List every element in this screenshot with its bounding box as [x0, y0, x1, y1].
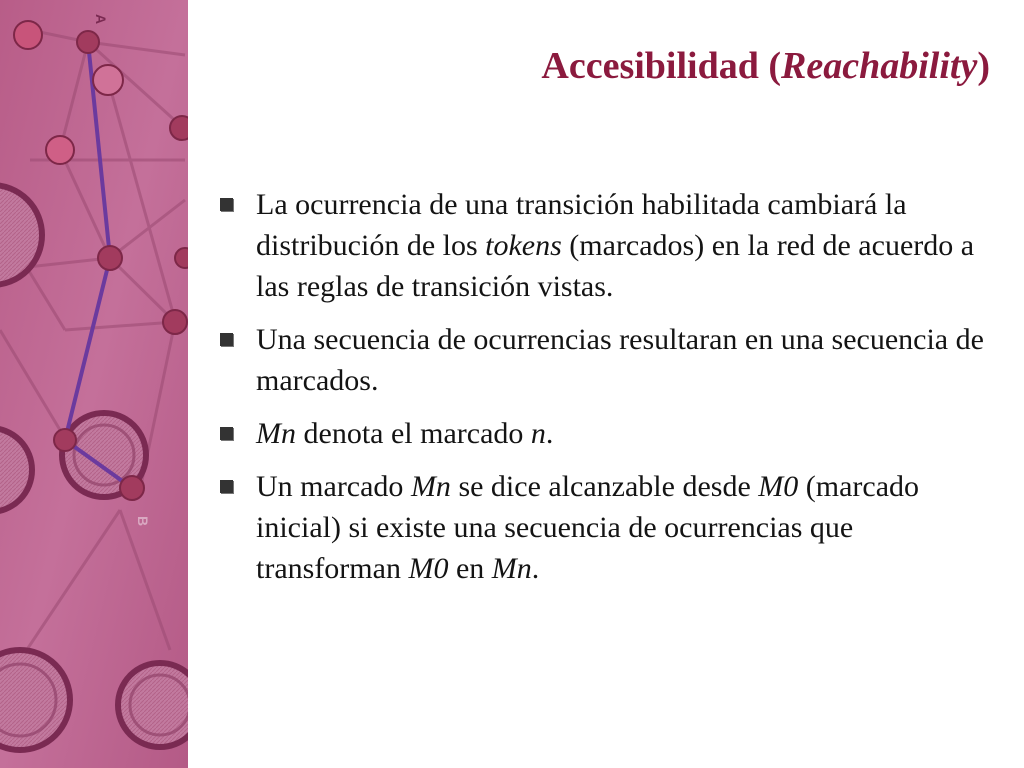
- bullet-text: Un marcado: [256, 470, 411, 503]
- bullet-italic-text: tokens: [485, 229, 562, 262]
- bullet-item: [214, 319, 984, 401]
- bullet-list: [214, 184, 984, 601]
- bullet-text: (marcado inicial) si existe una secuencia de ocurrencias que transforman: [256, 470, 920, 585]
- bullet-text: en: [448, 552, 492, 585]
- bullet-text: (marcados) en la red de acuerdo a las reglas de transición vistas.: [256, 229, 975, 303]
- bullet-item: [214, 413, 984, 454]
- bullet-italic-text: Mn: [256, 417, 296, 450]
- bullet-italic-text: M0: [758, 470, 799, 503]
- bullet-italic-text: M0: [408, 552, 449, 585]
- bullet-italic-text: Mn: [491, 552, 532, 585]
- title-close: ): [977, 45, 990, 87]
- bullet-text: La ocurrencia de una transición habilitada cambiará la distribución de los: [256, 188, 907, 262]
- bullet-text: denota el marcado: [296, 417, 531, 450]
- slide-title: [300, 44, 990, 88]
- bullet-item: [214, 466, 984, 589]
- title-main: Accesibilidad (: [541, 45, 782, 87]
- node-label-b: B: [135, 516, 151, 527]
- bullet-square-icon: [220, 480, 233, 493]
- bullet-text: .: [545, 417, 554, 450]
- bullet-italic-text: Mn: [410, 470, 451, 503]
- bullet-text: Una secuencia de ocurrencias resultaran en una secuencia de marcados.: [256, 323, 984, 397]
- bullet-square-icon: [220, 333, 233, 346]
- node-label-a: A: [93, 14, 109, 25]
- network-graph-illustration: [0, 0, 188, 768]
- bullet-italic-text: n: [530, 417, 546, 450]
- bullet-text: .: [531, 552, 540, 585]
- bullet-square-icon: [220, 198, 233, 211]
- title-italic-term: Reachability: [781, 45, 978, 87]
- bullet-item: [214, 184, 984, 307]
- decorative-network-sidebar: [0, 0, 188, 768]
- bullet-text: se dice alcanzable desde: [450, 470, 759, 503]
- bullet-square-icon: [220, 427, 233, 440]
